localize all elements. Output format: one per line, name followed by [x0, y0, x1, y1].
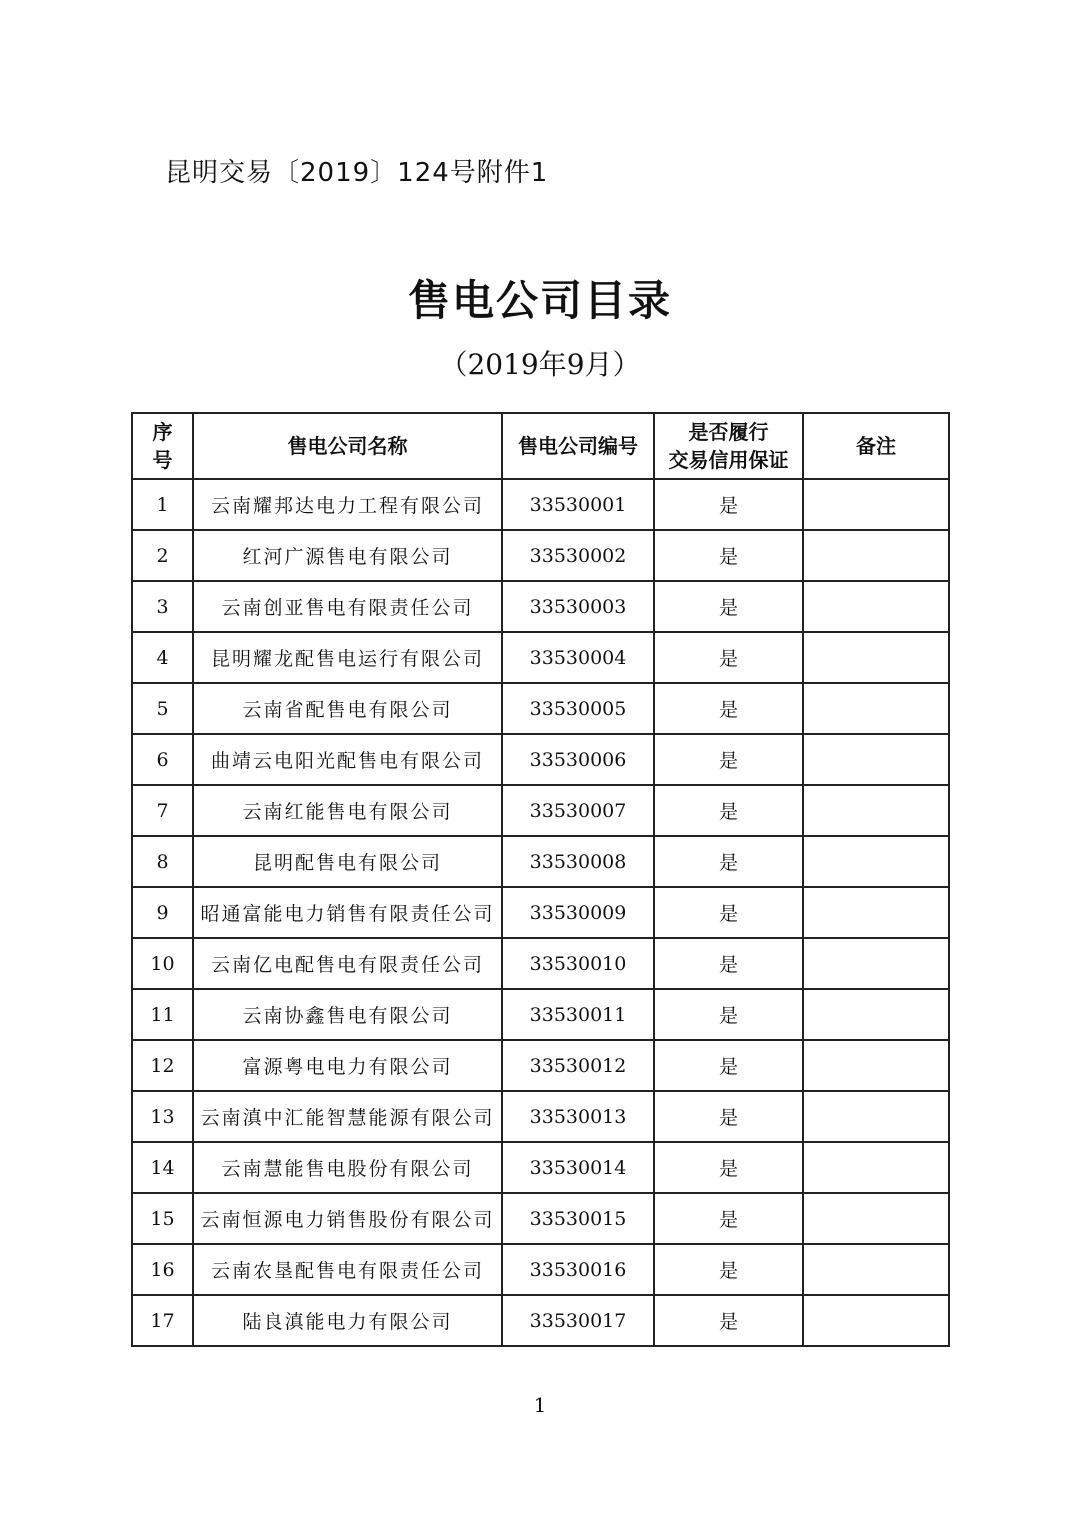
credit-guarantee-cell: 是 — [654, 683, 803, 734]
row-number: 13 — [132, 1091, 193, 1142]
header-serial-number — [132, 413, 193, 479]
company-name-cell: 昭通富能电力销售有限责任公司 — [193, 887, 502, 938]
company-name-cell: 红河广源售电有限公司 — [193, 530, 502, 581]
remarks-cell — [803, 581, 949, 632]
table-row — [132, 1193, 949, 1244]
row-number: 15 — [132, 1193, 193, 1244]
row-number: 10 — [132, 938, 193, 989]
remarks-cell — [803, 938, 949, 989]
remarks-cell — [803, 683, 949, 734]
row-number: 9 — [132, 887, 193, 938]
table-header-row — [132, 413, 949, 479]
credit-guarantee-cell: 是 — [654, 1295, 803, 1346]
company-code-cell: 33530001 — [502, 479, 654, 530]
header-credit-line2: 交易信用保证 — [668, 448, 789, 472]
company-table — [131, 412, 950, 1347]
company-code-cell: 33530016 — [502, 1244, 654, 1295]
company-code-cell: 33530010 — [502, 938, 654, 989]
company-code-cell: 33530011 — [502, 989, 654, 1040]
remarks-cell — [803, 1142, 949, 1193]
row-number: 17 — [132, 1295, 193, 1346]
remarks-cell — [803, 1193, 949, 1244]
row-number: 12 — [132, 1040, 193, 1091]
header-serial-line1: 序 — [152, 420, 173, 444]
company-name-cell: 云南慧能售电股份有限公司 — [193, 1142, 502, 1193]
row-number: 3 — [132, 581, 193, 632]
header-credit-guarantee — [654, 413, 803, 479]
row-number: 2 — [132, 530, 193, 581]
company-code-cell: 33530013 — [502, 1091, 654, 1142]
table-row — [132, 581, 949, 632]
company-name-cell: 云南农垦配售电有限责任公司 — [193, 1244, 502, 1295]
company-name-cell: 曲靖云电阳光配售电有限公司 — [193, 734, 502, 785]
company-code-cell: 33530014 — [502, 1142, 654, 1193]
credit-guarantee-cell: 是 — [654, 989, 803, 1040]
credit-guarantee-cell: 是 — [654, 1040, 803, 1091]
credit-guarantee-cell: 是 — [654, 785, 803, 836]
table-row — [132, 785, 949, 836]
company-name-cell: 陆良滇能电力有限公司 — [193, 1295, 502, 1346]
credit-guarantee-cell: 是 — [654, 1193, 803, 1244]
credit-guarantee-cell: 是 — [654, 734, 803, 785]
table-row — [132, 1142, 949, 1193]
company-code-cell: 33530015 — [502, 1193, 654, 1244]
credit-guarantee-cell: 是 — [654, 530, 803, 581]
table-row — [132, 530, 949, 581]
row-number: 14 — [132, 1142, 193, 1193]
table-row — [132, 1091, 949, 1142]
row-number: 11 — [132, 989, 193, 1040]
credit-guarantee-cell: 是 — [654, 836, 803, 887]
company-name-cell: 云南红能售电有限公司 — [193, 785, 502, 836]
company-name-cell: 昆明耀龙配售电运行有限公司 — [193, 632, 502, 683]
credit-guarantee-cell: 是 — [654, 938, 803, 989]
company-code-cell: 33530009 — [502, 887, 654, 938]
company-code-cell: 33530008 — [502, 836, 654, 887]
header-serial-line2: 号 — [152, 448, 173, 472]
remarks-cell — [803, 734, 949, 785]
table-row — [132, 479, 949, 530]
company-name-cell: 云南恒源电力销售股份有限公司 — [193, 1193, 502, 1244]
company-name-cell: 云南创亚售电有限责任公司 — [193, 581, 502, 632]
table-row — [132, 1244, 949, 1295]
row-number: 16 — [132, 1244, 193, 1295]
remarks-cell — [803, 989, 949, 1040]
remarks-cell — [803, 479, 949, 530]
remarks-cell — [803, 1091, 949, 1142]
company-name-cell: 昆明配售电有限公司 — [193, 836, 502, 887]
row-number: 7 — [132, 785, 193, 836]
company-code-cell: 33530012 — [502, 1040, 654, 1091]
table-row — [132, 836, 949, 887]
remarks-cell — [803, 836, 949, 887]
credit-guarantee-cell: 是 — [654, 581, 803, 632]
company-name-cell: 云南耀邦达电力工程有限公司 — [193, 479, 502, 530]
company-code-cell: 33530006 — [502, 734, 654, 785]
credit-guarantee-cell: 是 — [654, 632, 803, 683]
table-row — [132, 938, 949, 989]
row-number: 6 — [132, 734, 193, 785]
header-company-name: 售电公司名称 — [193, 413, 502, 479]
remarks-cell — [803, 785, 949, 836]
table-row — [132, 1295, 949, 1346]
remarks-cell — [803, 1244, 949, 1295]
remarks-cell — [803, 887, 949, 938]
table-row — [132, 683, 949, 734]
credit-guarantee-cell: 是 — [654, 1142, 803, 1193]
row-number: 4 — [132, 632, 193, 683]
credit-guarantee-cell: 是 — [654, 1091, 803, 1142]
credit-guarantee-cell: 是 — [654, 887, 803, 938]
document-reference: 昆明交易〔2019〕124号附件1 — [165, 158, 549, 188]
company-code-cell: 33530017 — [502, 1295, 654, 1346]
table-row — [132, 734, 949, 785]
company-code-cell: 33530005 — [502, 683, 654, 734]
row-number: 5 — [132, 683, 193, 734]
document-date: （2019年9月） — [439, 348, 641, 381]
table-row — [132, 989, 949, 1040]
row-number: 8 — [132, 836, 193, 887]
header-remarks: 备注 — [803, 413, 949, 479]
company-name-cell: 云南滇中汇能智慧能源有限公司 — [193, 1091, 502, 1142]
credit-guarantee-cell: 是 — [654, 479, 803, 530]
header-credit-line1: 是否履行 — [688, 420, 769, 444]
row-number: 1 — [132, 479, 193, 530]
document-title: 售电公司目录 — [407, 276, 672, 325]
company-name-cell: 云南省配售电有限公司 — [193, 683, 502, 734]
table-row — [132, 887, 949, 938]
page-number: 1 — [533, 1393, 547, 1417]
table-row — [132, 632, 949, 683]
company-code-cell: 33530004 — [502, 632, 654, 683]
company-code-cell: 33530002 — [502, 530, 654, 581]
remarks-cell — [803, 1295, 949, 1346]
remarks-cell — [803, 1040, 949, 1091]
company-name-cell: 云南协鑫售电有限公司 — [193, 989, 502, 1040]
header-company-code: 售电公司编号 — [502, 413, 654, 479]
company-name-cell: 云南亿电配售电有限责任公司 — [193, 938, 502, 989]
company-name-cell: 富源粤电电力有限公司 — [193, 1040, 502, 1091]
company-code-cell: 33530003 — [502, 581, 654, 632]
credit-guarantee-cell: 是 — [654, 1244, 803, 1295]
remarks-cell — [803, 632, 949, 683]
company-code-cell: 33530007 — [502, 785, 654, 836]
table-row — [132, 1040, 949, 1091]
remarks-cell — [803, 530, 949, 581]
